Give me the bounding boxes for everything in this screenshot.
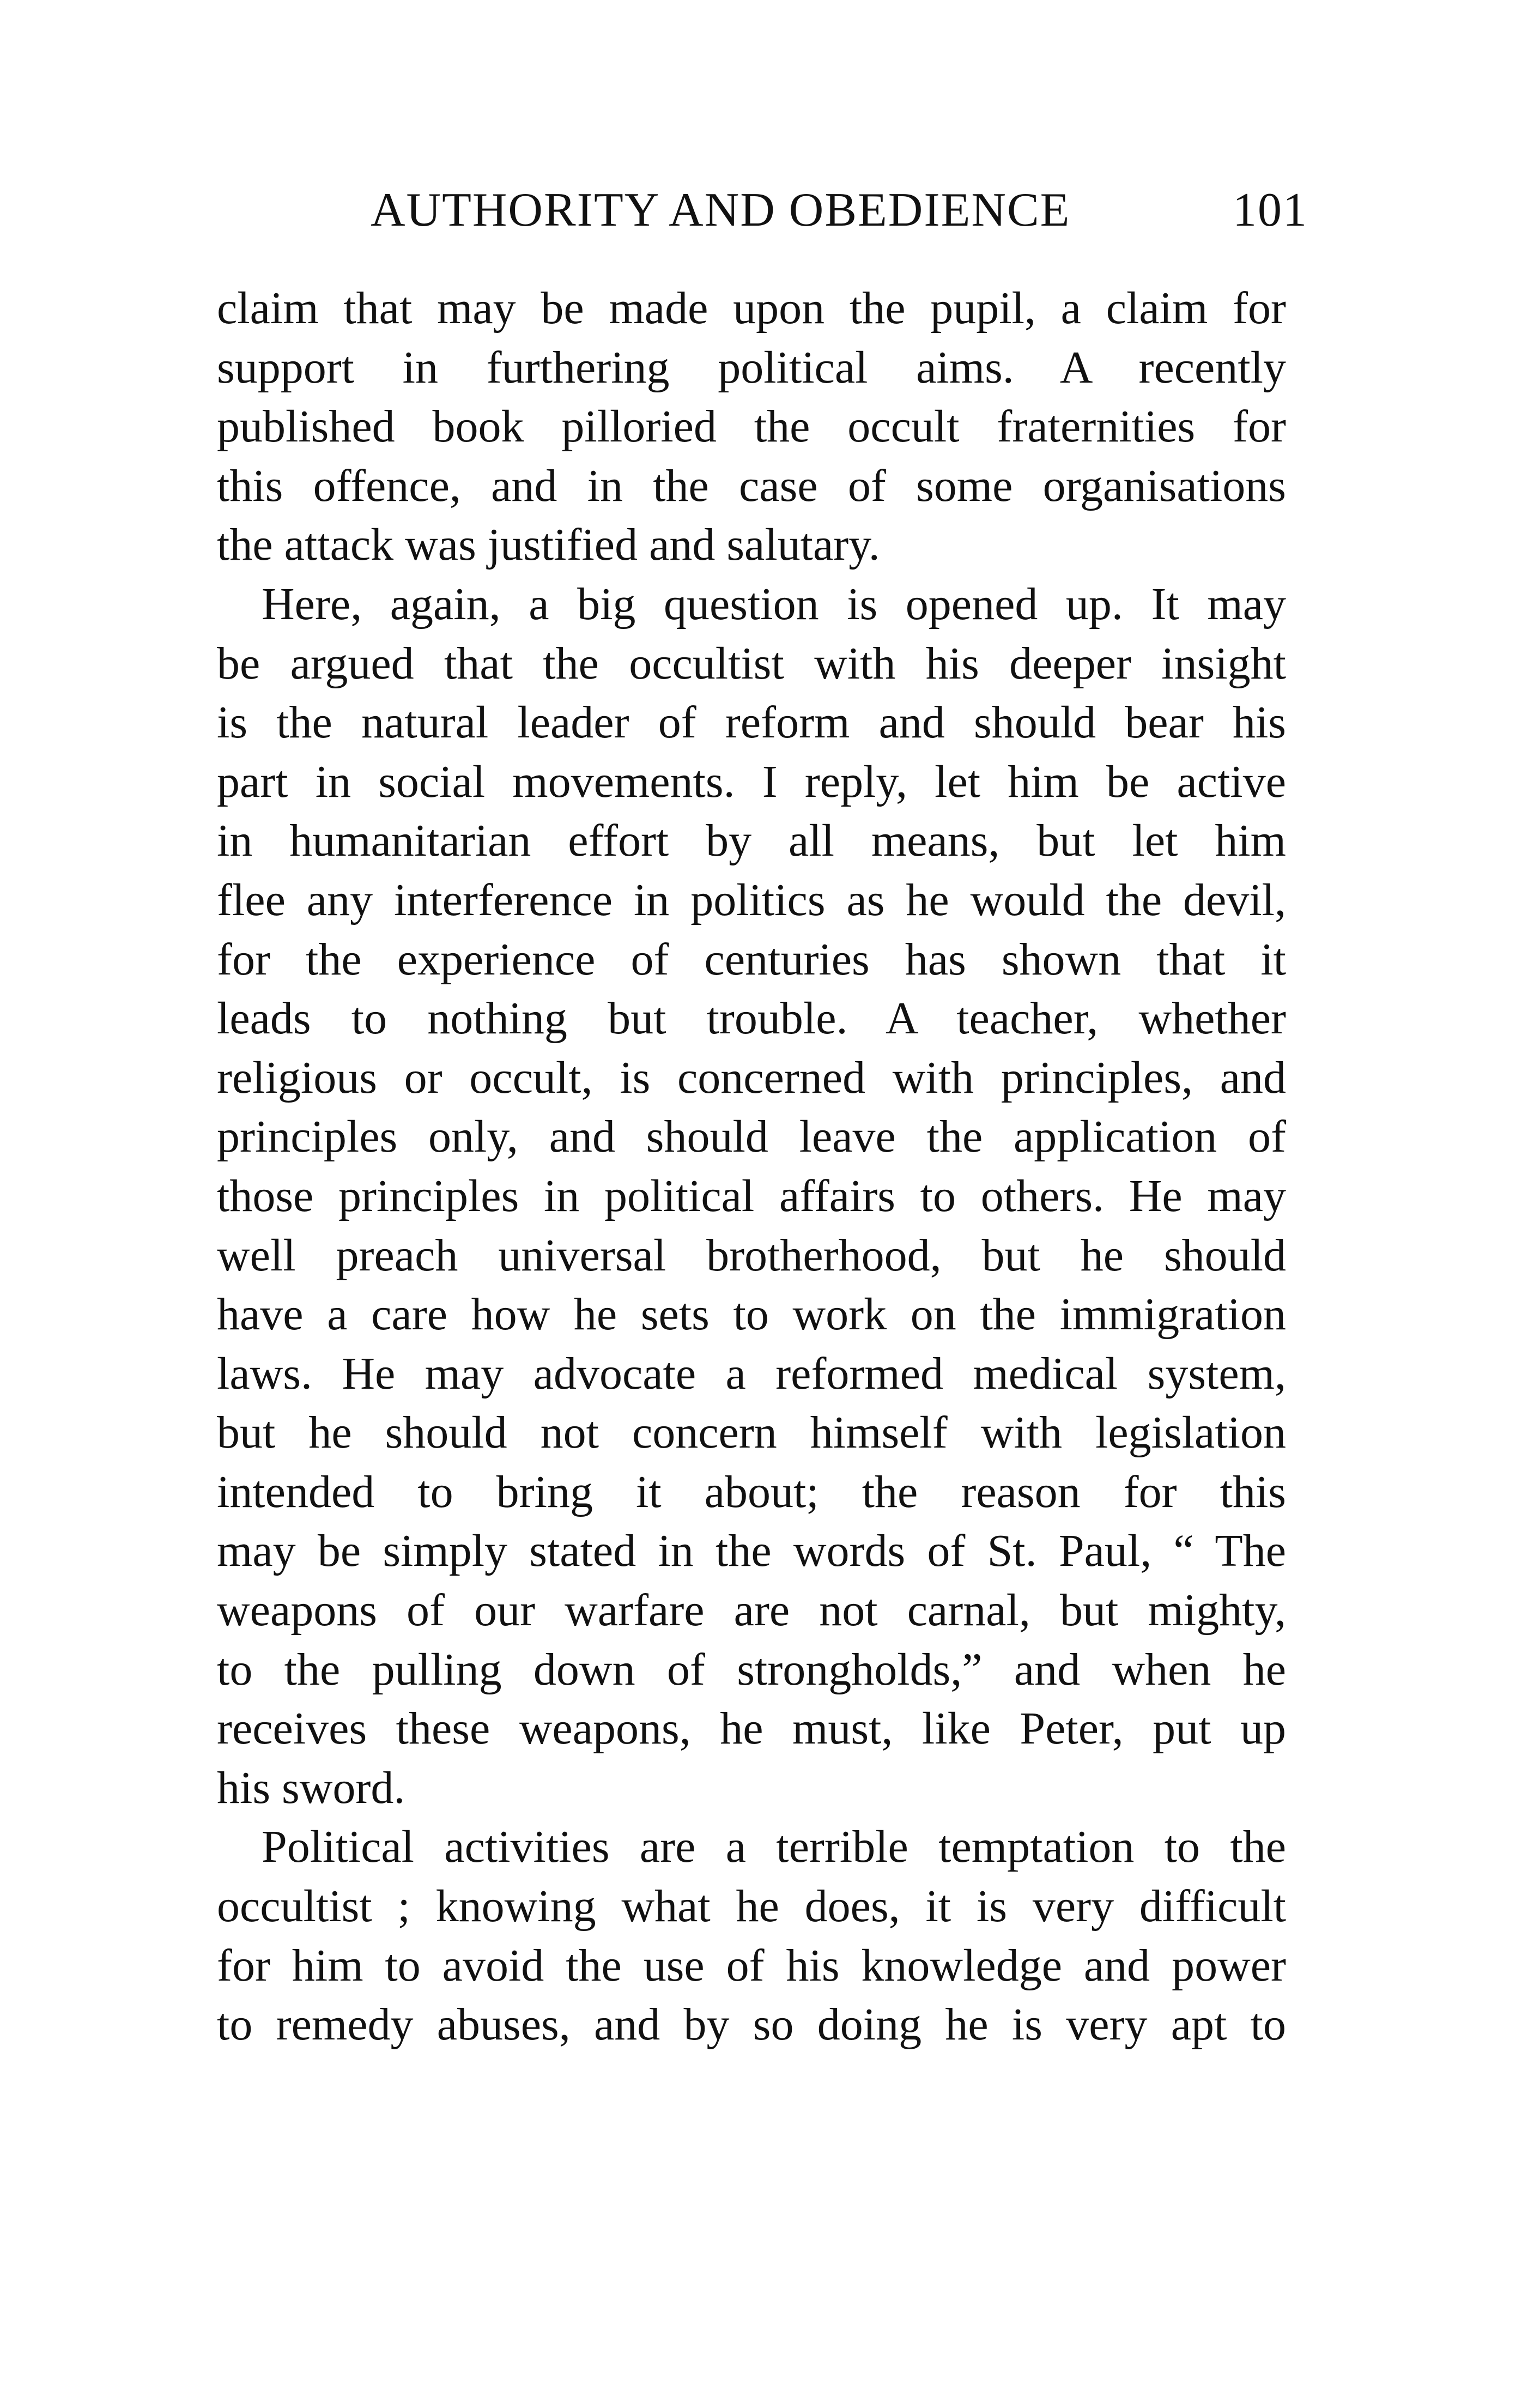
text-line: published book pilloried the occult fraternities for [217,401,1286,452]
text-line: but he should not concern himself with legislation [217,1407,1286,1458]
text-line: principles only, and should leave the application of [217,1111,1286,1163]
text-line: in humanitarian effort by all means, but let him [217,815,1286,867]
text-line: may be simply stated in the words of St. Paul, “ The [217,1526,1286,1577]
text-line: is the natural leader of reform and should bear his [217,697,1286,748]
running-title: AUTHORITY AND OBEDIENCE [371,184,1071,237]
text-line: well preach universal brotherhood, but he should [217,1230,1286,1281]
text-line: for him to avoid the use of his knowledge and power [217,1940,1286,1991]
text-line: to the pulling down of strongholds,” and when he [217,1644,1286,1695]
paragraph [217,279,1286,575]
text-line: religious or occult, is concerned with principles, and [217,1052,1286,1103]
text-line: those principles in political affairs to others. He may [217,1170,1286,1221]
text-line: intended to bring it about; the reason for this [217,1466,1286,1517]
running-head [207,183,1308,248]
text-line: occultist ; knowing what he does, it is very difficult [217,1881,1286,1932]
text-line: claim that may be made upon the pupil, a claim for [217,283,1286,334]
text-line: support in furthering political aims. A recently [217,342,1286,393]
paragraph [217,575,1286,1818]
paragraph [217,1818,1286,2054]
text-line: to remedy abuses, and by so doing he is very apt to [217,1999,1286,2050]
text-line: Here, again, a big question is opened up. It may [262,578,1286,629]
text-line: the attack was justified and salutary. [217,519,880,571]
text-line: Political activities are a terrible temptation to the [262,1821,1286,1873]
text-line: leads to nothing but trouble. A teacher, whether [217,993,1286,1044]
text-line: this offence, and in the case of some organisations [217,460,1286,511]
text-line: his sword. [217,1762,405,1813]
body-text [217,279,1286,2055]
text-line: be argued that the occultist with his deeper insight [217,638,1286,689]
text-line: laws. He may advocate a reformed medical system, [217,1348,1286,1399]
text-line: weapons of our warfare are not carnal, but mighty, [217,1585,1286,1636]
text-line: for the experience of centuries has shown that it [217,934,1286,985]
text-line: have a care how he sets to work on the immigration [217,1289,1286,1340]
page-number: 101 [1233,184,1308,237]
text-line: part in social movements. I reply, let him be active [217,756,1286,807]
text-line: flee any interference in politics as he would the devil, [217,874,1286,925]
text-line: receives these weapons, he must, like Peter, put up [217,1703,1286,1754]
